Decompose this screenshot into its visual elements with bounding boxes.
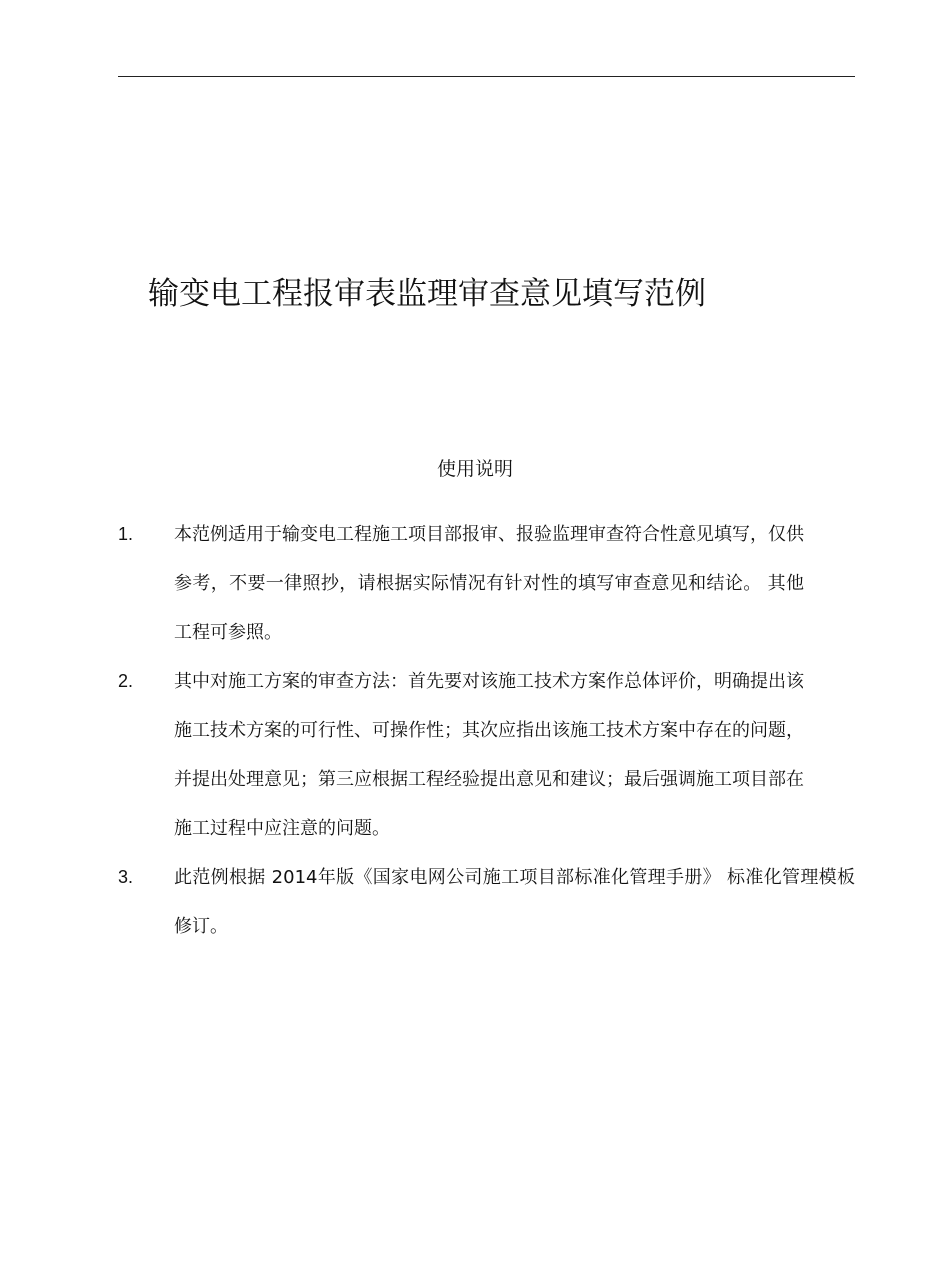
instruction-text: 其中对施工方案的审查方法：首先要对该施工技术方案作总体评价，明确提出该施工技术方案的可行性、可操作性；其次应指出该施工技术方案中存在的问题，并提出处理意见；第三应根据工程经验提出意见和建议；最后强调施工项目部在施工过程中应注意的问题。 bbox=[174, 671, 804, 839]
section-heading: 使用说明 bbox=[436, 458, 513, 480]
instruction-text: 本范例适用于输变电工程施工项目部报审、报验监理审查符合性意见填写，仅供参考，不要一律照抄，请根据实际情况有针对性的填写审查意见和结论。 其他工程可参照。 bbox=[174, 524, 804, 643]
instruction-item bbox=[118, 510, 855, 657]
instruction-item bbox=[118, 657, 855, 853]
header-divider bbox=[118, 76, 855, 77]
instructions-list bbox=[118, 510, 855, 951]
instruction-number: 1. bbox=[118, 524, 134, 544]
instruction-text: 此范例根据 2014年版《国家电网公司施工项目部标准化管理手册》 标准化管理模板修订。 bbox=[174, 867, 855, 937]
instruction-item bbox=[118, 853, 855, 951]
instruction-number: 2. bbox=[118, 671, 134, 691]
instruction-number: 3. bbox=[118, 867, 134, 887]
document-title: 输变电工程报审表监理审查意见填写范例 bbox=[148, 276, 706, 312]
